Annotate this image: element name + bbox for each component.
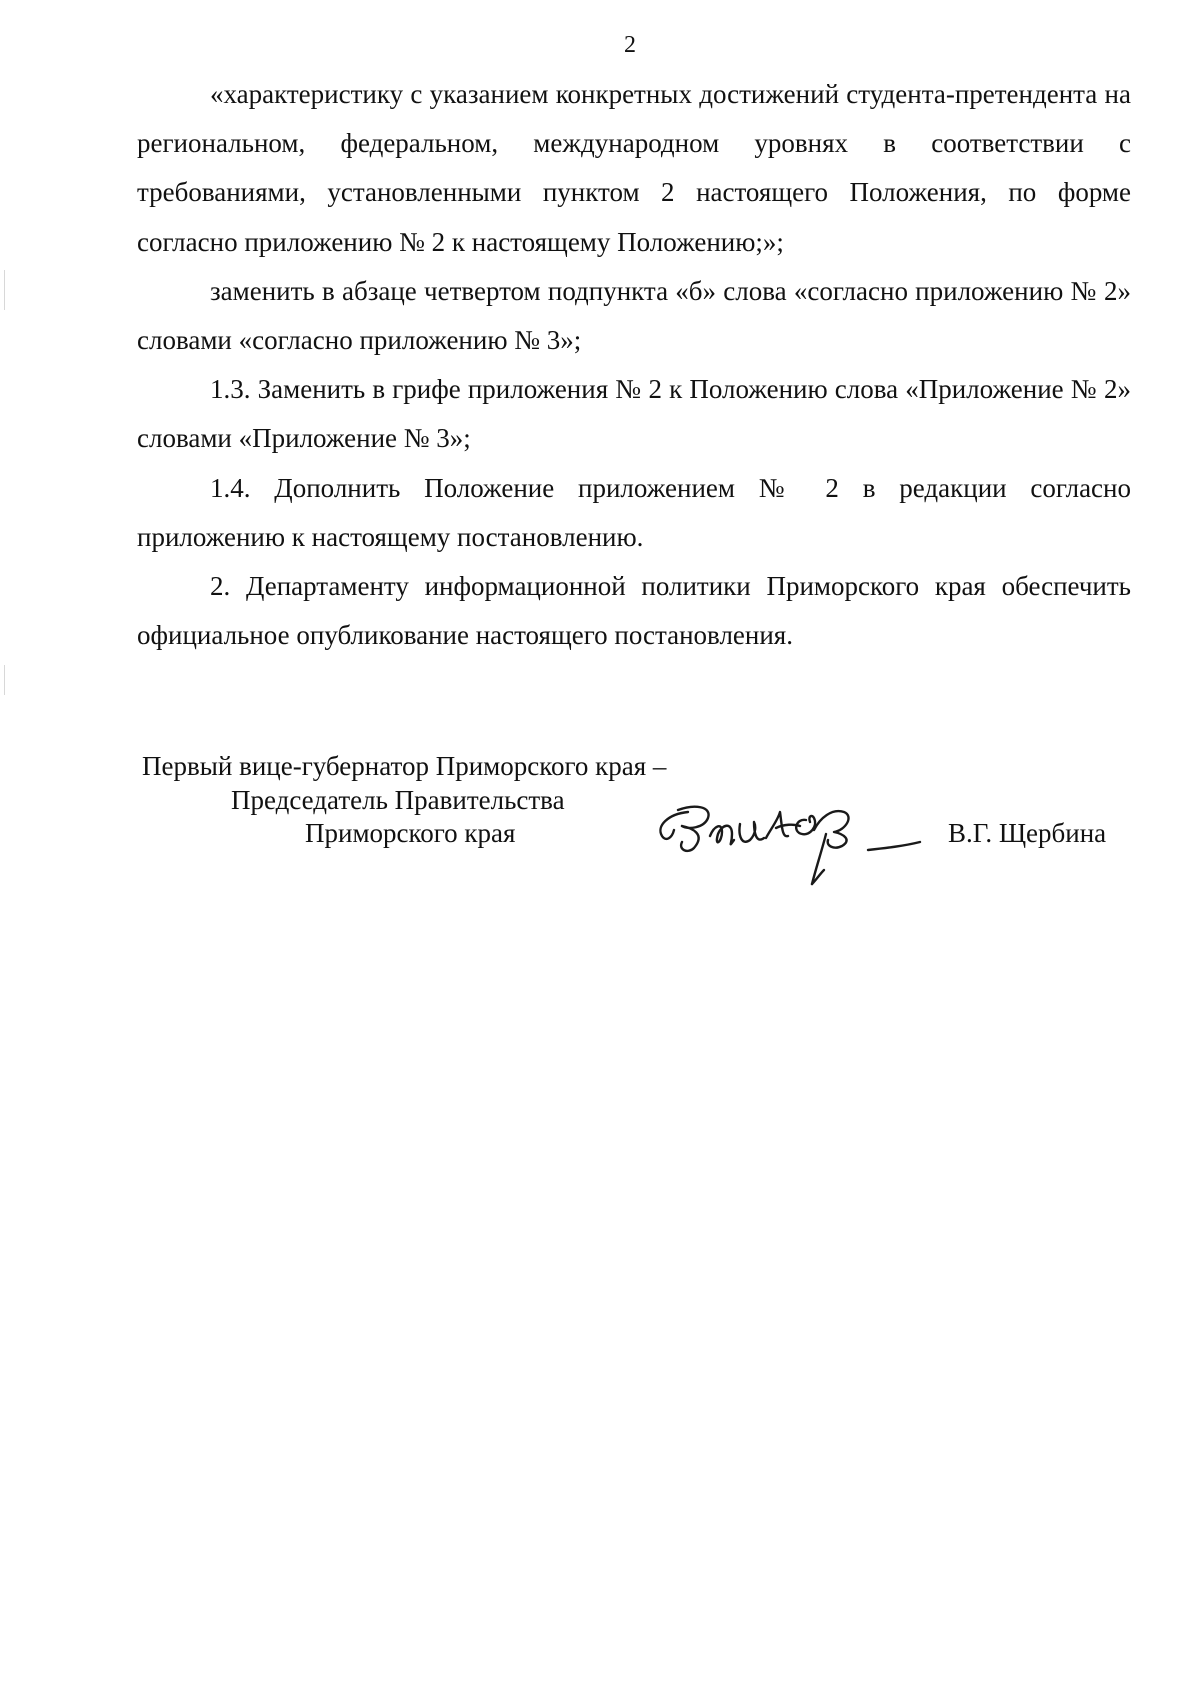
signatory-position-line1: Первый вице-губернатор Приморского края – xyxy=(142,751,667,781)
signatory-name: В.Г. Щербина xyxy=(948,818,1107,848)
page-number: 2 xyxy=(624,32,636,58)
handwritten-signature xyxy=(648,790,948,890)
paragraph-2: 2. Департаменту информационной политики Приморского края обеспечить официальное опубликование настоящего постановления. xyxy=(137,571,1131,651)
signatory-position-line2: Председатель Правительства xyxy=(231,785,565,815)
paragraph-replace-abzac: заменить в абзаце четвертом подпункта «б» слова «согласно приложению № 2» словами «согласно приложению № 3»; xyxy=(137,275,1131,356)
signatory-position-line3: Приморского края xyxy=(305,818,516,848)
paragraph-characteristic: «характеристику с указанием конкретных достижений студента-претендента на региональном, федеральном, международном уровнях в соответствии с требованиями, установленными пунктом 2 настоящего Положения, по форме согласно приложению № 2 к настоящему Положению;»; xyxy=(137,79,1131,257)
paragraph-1-3: 1.3. Заменить в грифе приложения № 2 к Положению слова «Приложение № 2» словами «Приложение № 3»; xyxy=(137,374,1131,454)
paragraph-1-4: 1.4. Дополнить Положение приложением № 2 в редакции согласно приложению к настоящему постановлению. xyxy=(137,472,1131,552)
